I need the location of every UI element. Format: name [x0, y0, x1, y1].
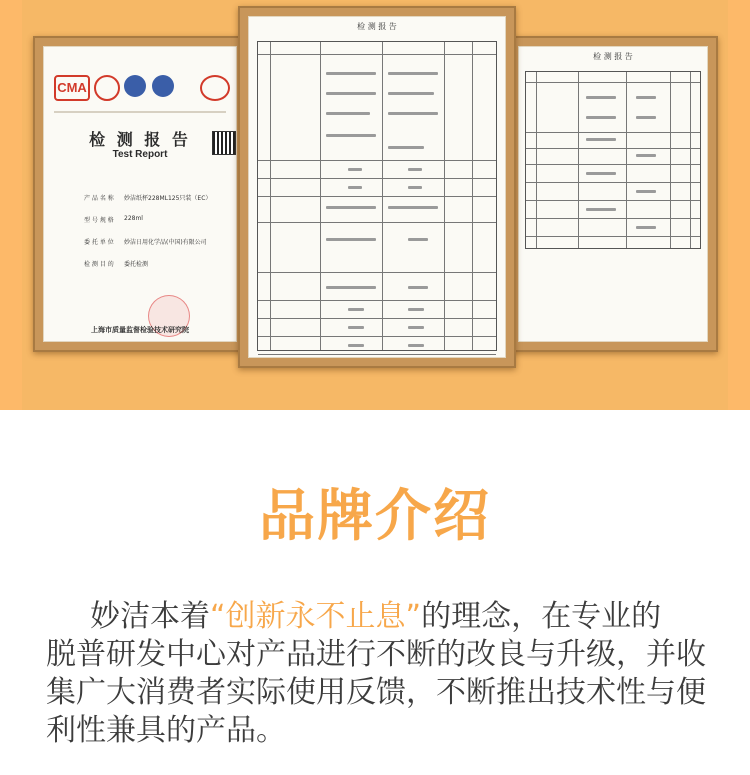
report-table-title: 检 测 报 告 [357, 22, 397, 31]
brand-intro-paragraph [46, 598, 706, 750]
certificate-frame-center [238, 6, 516, 368]
report-subtitle: Test Report [112, 149, 168, 160]
report-table-page-2 [518, 46, 708, 342]
paragraph-line-4: 利性兼具的产品。 [46, 713, 286, 748]
paragraph-line-3: 集广大消费者实际使用反馈，不断推出技术性与便 [46, 675, 706, 710]
certificate-frame-left [33, 36, 247, 352]
cma-logo: CMA [54, 75, 90, 101]
brand-slogan: “创新永不止息” [210, 599, 422, 634]
report-table-title-2: 检 测 报 告 [593, 52, 633, 61]
divider [54, 111, 226, 113]
ilac-mra-logo [124, 75, 146, 97]
results-table-2 [525, 71, 701, 249]
institute-name: 上海市质量监督检验技术研究院 [91, 326, 189, 334]
section-heading: 品牌介绍 [259, 484, 491, 549]
field-test-purpose: 检 测 目 的 委托检测 [84, 261, 149, 268]
cal-logo [94, 75, 120, 101]
cert-logo [200, 75, 230, 101]
field-model: 型 号 规 格 228ml [84, 215, 143, 224]
report-table-page [248, 16, 506, 358]
report-cover [43, 46, 237, 342]
accreditation-logos [54, 75, 228, 99]
paragraph-line-2: 脱普研发中心对产品进行不断的改良与升级，并收 [46, 637, 706, 672]
field-applicant: 委 托 单 位 妙洁日用化学品(中国)有限公司 [84, 239, 207, 246]
certificate-frame-right [508, 36, 718, 352]
report-title: 检 测 报 告 [89, 130, 191, 149]
paragraph-line-1: 妙洁本着“创新永不止息”的理念，在专业的 [90, 599, 662, 634]
qr-code-icon [212, 131, 236, 155]
results-table [257, 41, 497, 351]
field-product-name: 产 品 名 称 妙洁纸杯228ML125只装（EC） [84, 195, 212, 202]
cnas-logo [152, 75, 174, 97]
